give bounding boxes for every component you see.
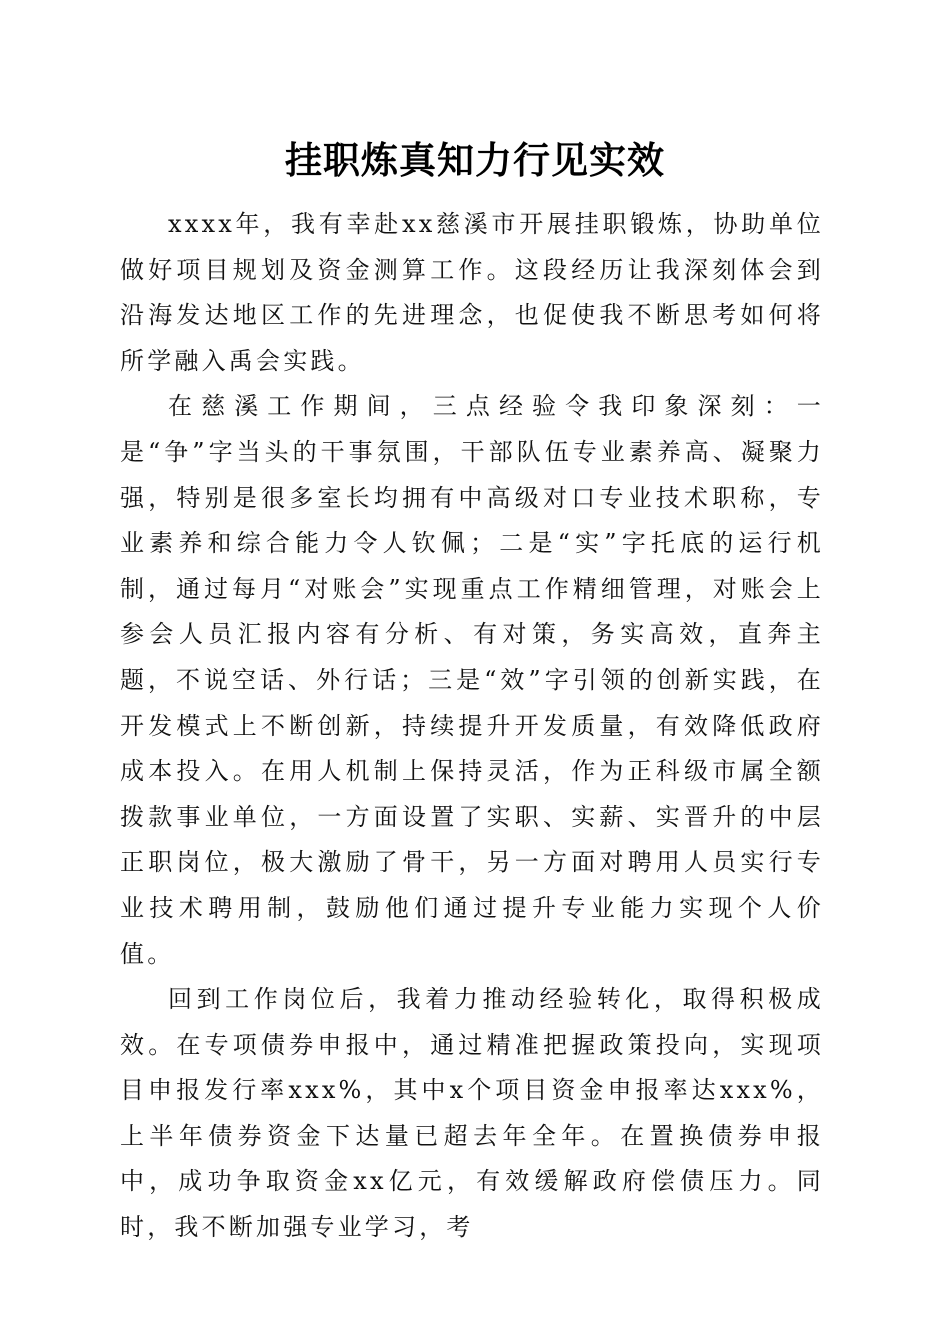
- document-body: [120, 202, 824, 1251]
- paragraph-2: 在慈溪工作期间，三点经验令我印象深刻：一是“争”字当头的干事氛围，干部队伍专业素养高、凝聚力强，特别是很多室长均拥有中高级对口专业技术职称，专业素养和综合能力令人钦佩；二是“实”字托底的运行机制，通过每月“对账会”实现重点工作精细管理，对账会上参会人员汇报内容有分析、有对策，务实高效，直奔主题，不说空话、外行话；三是“效”字引领的创新实践，在开发模式上不断创新，持续提升开发质量，有效降低政府成本投入。在用人机制上保持灵活，作为正科级市属全额拨款事业单位，一方面设置了实职、实薪、实晋升的中层正职岗位，极大激励了骨干，另一方面对聘用人员实行专业技术聘用制，鼓励他们通过提升专业能力实现个人价值。: [120, 392, 824, 968]
- paragraph-3: 回到工作岗位后，我着力推动经验转化，取得积极成效。在专项债券申报中，通过精准把握政策投向，实现项目申报发行率xxx%，其中x个项目资金申报率达xxx%，上半年债券资金下达量已超去年全年。在置换债券申报中，成功争取资金xx亿元，有效缓解政府偿债压力。同时，我不断加强专业学习，考: [120, 985, 824, 1242]
- document-title: 挂职炼真知力行见实效: [285, 138, 665, 182]
- paragraph-1: xxxx年，我有幸赴xx慈溪市开展挂职锻炼，协助单位做好项目规划及资金测算工作。这段经历让我深刻体会到沿海发达地区工作的先进理念，也促使我不断思考如何将所学融入禹会实践。: [120, 210, 824, 375]
